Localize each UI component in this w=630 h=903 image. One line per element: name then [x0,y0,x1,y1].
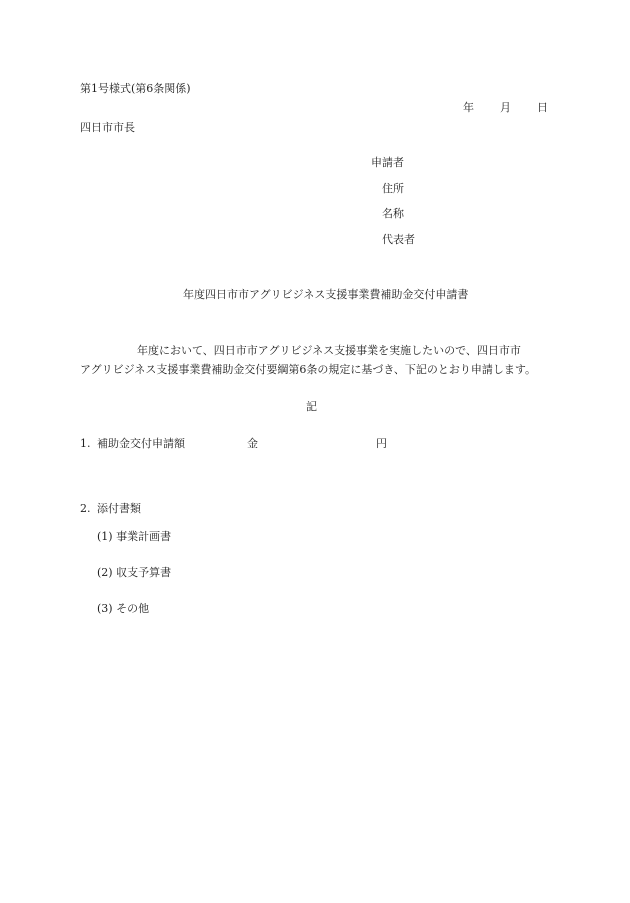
date-day: 日 [537,101,548,114]
item1-number: 1. [80,437,91,450]
body-text-line-2: アグリビジネス支援事業費補助金交付要綱第6条の規定に基づき、下記のとおり申請します。 [80,363,537,376]
applicant-representative-label: 代表者 [382,233,415,246]
item1-yen-label: 円 [376,437,387,450]
applicant-name-label: 名称 [382,207,404,220]
attachment-item: (1) 事業計画書 [97,530,172,543]
date-month: 月 [500,101,511,114]
date-year: 年 [463,101,474,114]
body-text-line-1: 年度において、四日市市アグリビジネス支援事業を実施したいので、四日市市 [137,344,521,357]
addressee: 四日市市長 [80,121,135,134]
form-number: 第1号様式(第6条関係) [80,82,191,95]
date-line [463,101,548,115]
attachment-item: (3) その他 [97,602,150,615]
applicant-address-label: 住所 [382,182,404,195]
item1-kin-label: 金 [247,437,258,450]
ki-heading: 記 [306,400,317,413]
item2-label: 添付書類 [97,502,141,515]
applicant-label: 申請者 [371,156,404,169]
attachment-item: (2) 収支予算書 [97,566,172,579]
document-title: 年度四日市市アグリビジネス支援事業費補助金交付申請書 [183,288,469,301]
item1-label: 補助金交付申請額 [97,437,185,450]
item2-number: 2. [80,502,91,515]
